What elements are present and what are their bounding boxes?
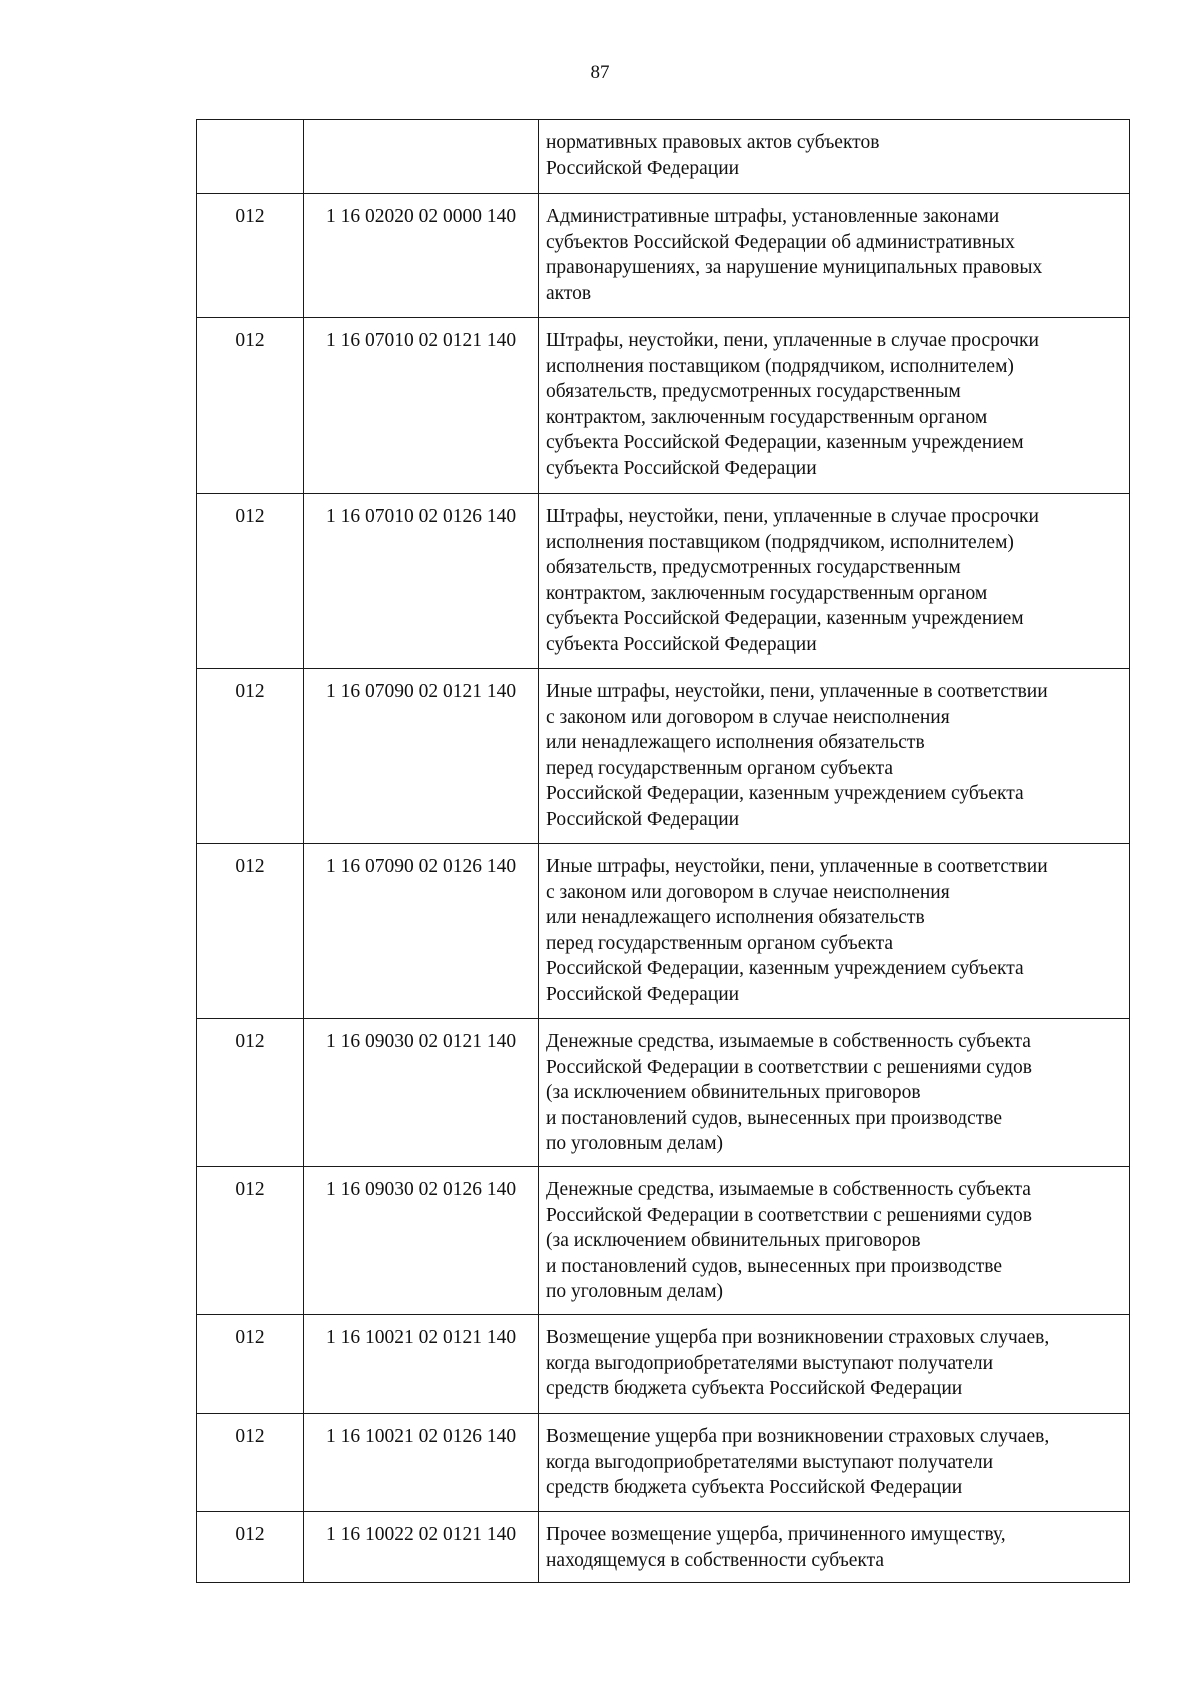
income-name-line: Иные штрафы, неустойки, пени, уплаченные в соответствии: [546, 681, 1048, 702]
income-name-line: Штрафы, неустойки, пени, уплаченные в случае просрочки: [546, 506, 1039, 527]
income-name-line: актов: [546, 282, 592, 304]
income-name-line: субъекта Российской Федерации, казенным учреждением: [546, 608, 1024, 629]
income-name-cell: [539, 120, 1130, 194]
budget-classification-code-cell: [304, 120, 539, 194]
income-name-line: или ненадлежащего исполнения обязательств: [546, 732, 925, 753]
table-row: [197, 1512, 1130, 1583]
table-row: [197, 194, 1130, 318]
income-name-line: контрактом, заключенным государственным органом: [546, 582, 988, 604]
income-name-line: или ненадлежащего исполнения обязательств: [546, 907, 925, 928]
budget-classification-code-cell: 1 16 10021 02 0126 140: [304, 1414, 539, 1512]
income-name-line: по уголовным делам): [546, 1133, 724, 1154]
income-name-line: находящемуся в собственности субъекта: [546, 1549, 885, 1571]
income-name-line: Денежные средства, изымаемые в собственность субъекта: [546, 1031, 1031, 1052]
income-name-line: субъекта Российской Федерации: [546, 457, 817, 479]
income-name-cell: [539, 494, 1130, 669]
income-name-line: исполнения поставщиком (подрядчиком, исполнителем): [546, 531, 1014, 553]
budget-classification-code-cell: 1 16 07090 02 0121 140: [304, 669, 539, 844]
income-name-line: средств бюджета субъекта Российской Федерации: [546, 1378, 963, 1399]
income-name-line: Прочее возмещение ущерба, причиненного имуществу,: [546, 1524, 1006, 1545]
income-name-line: когда выгодоприобретателями выступают получатели: [546, 1451, 994, 1473]
income-name-cell: [539, 1414, 1130, 1512]
admin-code-cell: [197, 120, 304, 194]
admin-code-cell: 012: [197, 194, 304, 318]
income-name-line: с законом или договором в случае неисполнения: [546, 706, 950, 728]
table-row: [197, 1315, 1130, 1414]
income-name-line: Российской Федерации: [546, 983, 740, 1005]
income-name-line: Российской Федерации, казенным учреждением субъекта: [546, 783, 1024, 804]
budget-classification-code-cell: 1 16 10021 02 0121 140: [304, 1315, 539, 1414]
income-name-cell: [539, 1019, 1130, 1167]
page-number: 87: [590, 62, 610, 83]
income-name-line: средств бюджета субъекта Российской Федерации: [546, 1477, 963, 1498]
admin-code-cell: 012: [197, 669, 304, 844]
table-row: [197, 844, 1130, 1019]
income-name-line: по уголовным делам): [546, 1281, 724, 1302]
admin-code-cell: 012: [197, 1414, 304, 1512]
admin-code-cell: 012: [197, 1167, 304, 1315]
income-name-cell: [539, 1167, 1130, 1315]
income-name-line: Российской Федерации: [546, 157, 740, 179]
income-name-line: субъектов Российской Федерации об административных: [546, 231, 1015, 253]
budget-classification-code-cell: 1 16 07090 02 0126 140: [304, 844, 539, 1019]
income-name-cell: [539, 318, 1130, 494]
income-name-line: обязательств, предусмотренных государственным: [546, 381, 961, 402]
budget-classification-code-cell: 1 16 09030 02 0126 140: [304, 1167, 539, 1315]
table-row: [197, 494, 1130, 669]
income-name-line: Административные штрафы, установленные законами: [546, 206, 1000, 227]
table-row: [197, 1019, 1130, 1167]
budget-codes-table: [196, 119, 1130, 1583]
table-row: [197, 669, 1130, 844]
admin-code-cell: 012: [197, 844, 304, 1019]
income-name-line: правонарушениях, за нарушение муниципальных правовых: [546, 257, 1043, 278]
income-name-line: Штрафы, неустойки, пени, уплаченные в случае просрочки: [546, 330, 1039, 351]
budget-classification-code-cell: 1 16 07010 02 0126 140: [304, 494, 539, 669]
table-row: [197, 1414, 1130, 1512]
income-name-cell: [539, 669, 1130, 844]
income-name-cell: [539, 1315, 1130, 1414]
income-name-line: субъекта Российской Федерации, казенным учреждением: [546, 432, 1024, 453]
income-name-cell: [539, 194, 1130, 318]
income-name-line: с законом или договором в случае неисполнения: [546, 881, 950, 903]
income-name-line: обязательств, предусмотренных государственным: [546, 557, 961, 578]
income-name-line: когда выгодоприобретателями выступают получатели: [546, 1352, 994, 1374]
admin-code-cell: 012: [197, 1019, 304, 1167]
income-name-cell: [539, 1512, 1130, 1583]
income-name-line: Возмещение ущерба при возникновении страховых случаев,: [546, 1327, 1050, 1348]
table-row: [197, 120, 1130, 194]
income-name-line: Возмещение ущерба при возникновении страховых случаев,: [546, 1426, 1050, 1447]
income-name-line: Иные штрафы, неустойки, пени, уплаченные в соответствии: [546, 856, 1048, 877]
income-name-line: контрактом, заключенным государственным органом: [546, 406, 988, 428]
admin-code-cell: 012: [197, 494, 304, 669]
table-row: [197, 1167, 1130, 1315]
income-name-line: (за исключением обвинительных приговоров: [546, 1082, 921, 1103]
budget-classification-code-cell: 1 16 10022 02 0121 140: [304, 1512, 539, 1583]
income-name-line: перед государственным органом субъекта: [546, 757, 894, 779]
admin-code-cell: 012: [197, 1315, 304, 1414]
income-name-line: перед государственным органом субъекта: [546, 932, 894, 954]
budget-classification-code-cell: 1 16 02020 02 0000 140: [304, 194, 539, 318]
income-name-line: Денежные средства, изымаемые в собственность субъекта: [546, 1179, 1031, 1200]
table-row: [197, 318, 1130, 494]
budget-classification-code-cell: 1 16 09030 02 0121 140: [304, 1019, 539, 1167]
income-name-line: Российской Федерации, казенным учреждением субъекта: [546, 958, 1024, 979]
income-name-cell: [539, 844, 1130, 1019]
income-name-line: Российской Федерации: [546, 808, 740, 830]
income-name-line: (за исключением обвинительных приговоров: [546, 1230, 921, 1251]
admin-code-cell: 012: [197, 318, 304, 494]
admin-code-cell: 012: [197, 1512, 304, 1583]
income-name-line: Российской Федерации в соответствии с решениями судов: [546, 1056, 1032, 1078]
income-name-line: Российской Федерации в соответствии с решениями судов: [546, 1204, 1032, 1226]
income-name-line: исполнения поставщиком (подрядчиком, исполнителем): [546, 355, 1014, 377]
income-name-line: и постановлений судов, вынесенных при производстве: [546, 1255, 1003, 1277]
income-name-line: и постановлений судов, вынесенных при производстве: [546, 1107, 1003, 1129]
income-name-line: нормативных правовых актов субъектов: [546, 132, 880, 153]
table-body: [197, 120, 1130, 1583]
income-name-line: субъекта Российской Федерации: [546, 633, 817, 655]
budget-classification-code-cell: 1 16 07010 02 0121 140: [304, 318, 539, 494]
